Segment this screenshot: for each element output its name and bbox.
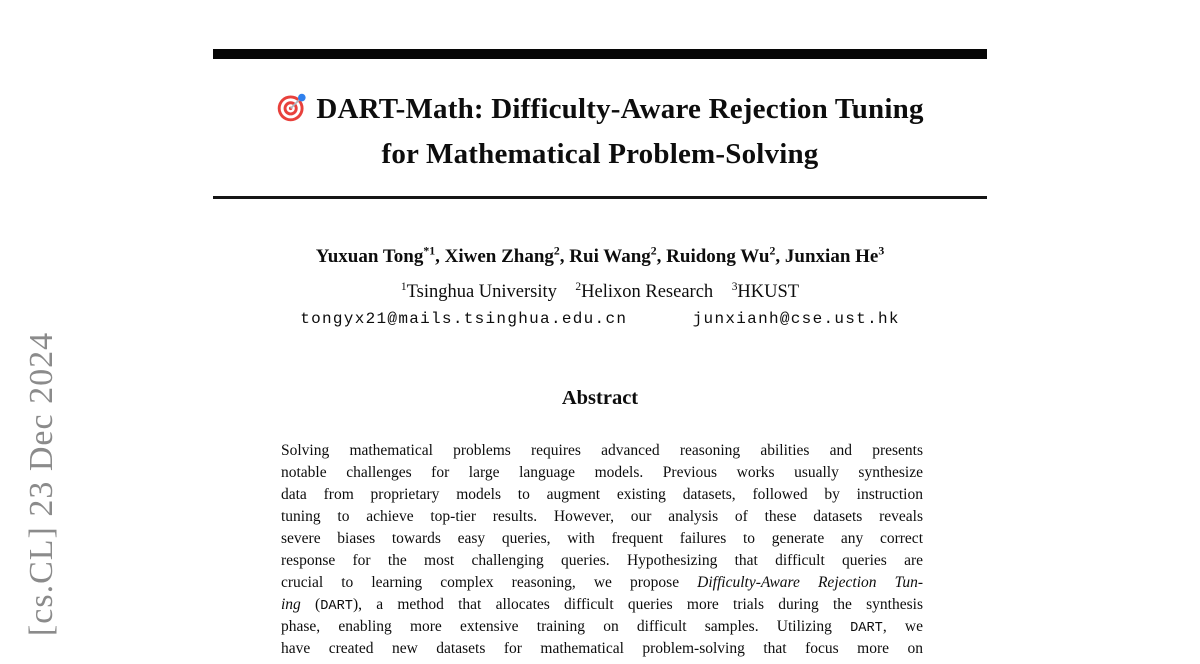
abstract-line xyxy=(281,572,923,594)
abstract-line xyxy=(281,550,923,572)
text-segment: have created new datasets for mathematical problem-solving that focus more on xyxy=(281,640,923,657)
text-segment: data from proprietary models to augment existing datasets, followed by instruction xyxy=(281,486,923,503)
abstract-line xyxy=(281,594,923,616)
text-segment: ), a method that allocates difficult queries more trials during the synthesis xyxy=(352,596,923,613)
superscript: 2 xyxy=(553,244,560,258)
arxiv-watermark: [cs.CL] 23 Dec 2024 xyxy=(23,331,60,637)
abstract-text xyxy=(281,440,923,660)
top-rule xyxy=(213,49,987,59)
superscript: 3 xyxy=(731,280,738,293)
abstract-line xyxy=(281,528,923,550)
superscript: 1 xyxy=(400,280,407,293)
text-segment: DART xyxy=(850,621,883,636)
emails-line: tongyx21@mails.tsinghua.edu.cn junxianh@cse.ust.hk xyxy=(300,310,900,328)
abstract-line xyxy=(281,506,923,528)
superscript: 2 xyxy=(769,244,776,258)
superscript: 2 xyxy=(575,280,582,293)
dart-target-icon xyxy=(276,92,307,123)
title-separator-rule xyxy=(213,196,987,199)
text-segment: Yuxuan Tong xyxy=(315,246,424,267)
paper-title xyxy=(213,87,987,177)
text-segment: crucial to learning complex reasoning, we propose xyxy=(281,574,698,591)
title-line-2: for Mathematical Problem-Solving xyxy=(381,138,819,170)
superscript: *1 xyxy=(423,244,436,258)
text-segment: phase, enabling more extensive training on difficult samples. Utilizing xyxy=(281,618,851,635)
abstract-line xyxy=(281,638,923,660)
text-segment: ( xyxy=(300,596,321,613)
abstract-line xyxy=(281,616,923,638)
text-segment: Helixon Research xyxy=(581,282,732,302)
text-segment: DART xyxy=(320,599,353,614)
text-segment: ing xyxy=(281,596,301,613)
text-segment: , we xyxy=(882,618,923,635)
affiliations-line xyxy=(213,279,987,305)
text-segment: notable challenges for large language models. Previous works usually synthesize xyxy=(281,464,923,481)
superscript: 3 xyxy=(878,244,885,258)
text-segment: Difficulty-Aware Rejection Tun- xyxy=(697,574,923,591)
text-segment: severe biases towards easy queries, with frequent failures to generate any correct xyxy=(281,530,923,547)
text-segment: Solving mathematical problems requires advanced reasoning abilities and presents xyxy=(281,442,923,459)
text-segment: HKUST xyxy=(737,282,800,302)
text-segment: , Rui Wang xyxy=(559,246,651,267)
title-text-line-1: DART-Math: Difficulty-Aware Rejection Tuning xyxy=(316,93,924,125)
text-segment: response for the most challenging queries. Hypothesizing that difficult queries are xyxy=(281,552,923,569)
text-segment: , Junxian He xyxy=(775,246,879,267)
text-segment: tuning to achieve top-tier results. However, our analysis of these datasets reveals xyxy=(281,508,923,525)
superscript: 2 xyxy=(650,244,657,258)
abstract-line xyxy=(281,462,923,484)
text-segment: Tsinghua University xyxy=(406,282,576,302)
abstract-heading: Abstract xyxy=(561,387,639,409)
title-line-1 xyxy=(213,87,987,132)
text-segment: , Ruidong Wu xyxy=(656,246,770,267)
authors-line xyxy=(213,244,987,270)
text-segment: , Xiwen Zhang xyxy=(435,246,554,267)
abstract-line xyxy=(281,484,923,506)
abstract-line xyxy=(281,440,923,462)
